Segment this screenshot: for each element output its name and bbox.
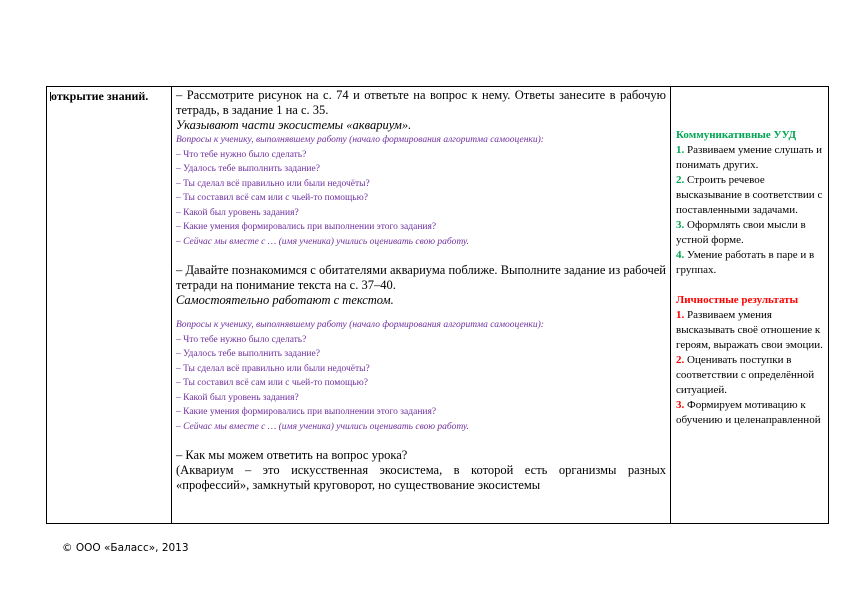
- question-item: – Удалось тебе выполнить задание?: [176, 349, 320, 359]
- list-item: [676, 308, 825, 353]
- lesson-table: [46, 86, 829, 524]
- question-item: – Удалось тебе выполнить задание?: [176, 164, 320, 174]
- intro-action: Указывают части экосистемы «аквариум».: [176, 118, 412, 132]
- task2-text: – Давайте познакомимся с обитателями аквариума поближе. Выполните задание из рабочей тетради на понимание текста на с. 37–40.: [176, 263, 666, 292]
- table-row: [47, 87, 829, 524]
- question-item: – Какие умения формировались при выполнении этого задания?: [176, 407, 437, 417]
- list-item: [676, 173, 825, 218]
- personal-header: Личностные результаты: [676, 294, 799, 306]
- communicative-header: Коммуникативные УУД: [676, 129, 797, 141]
- question-item: – Ты составил всё сам или с чьей-то помощью?: [176, 193, 368, 203]
- lesson-answer: (Аквариум – это искусственная экосистема, в которой есть организмы разных «профессий», замкнутый круговорот, но существование экосистемы: [176, 463, 666, 492]
- item-text: Умение работать в паре и в группах.: [676, 249, 815, 276]
- results-cell: [671, 87, 829, 524]
- questions-final: – Сейчас мы вместе с … (имя ученика) учились оценивать свою работу.: [176, 236, 469, 247]
- list-item: [676, 143, 825, 173]
- stage-cell: [47, 87, 172, 524]
- content-cell: [172, 87, 671, 524]
- list-item: [676, 248, 825, 278]
- question-item: – Что тебе нужно было сделать?: [176, 149, 307, 160]
- question-item: – Какой был уровень задания?: [176, 207, 299, 218]
- question-item: – Какой был уровень задания?: [176, 392, 299, 403]
- item-number: 1.: [676, 309, 685, 321]
- list-item: [676, 353, 825, 398]
- item-number: 3.: [676, 399, 685, 411]
- questions-block-1: [176, 133, 666, 249]
- copyright-footer: © ООО «Баласс», 2013: [62, 542, 189, 554]
- item-number: 2.: [676, 174, 685, 186]
- question-item: – Какие умения формировались при выполнении этого задания?: [176, 222, 437, 232]
- question-item: – Ты составил всё сам или с чьей-то помощью?: [176, 378, 368, 388]
- question-item: – Что тебе нужно было сделать?: [176, 334, 307, 345]
- questions-final: – Сейчас мы вместе с … (имя ученика) учились оценивать свою работу.: [176, 421, 469, 432]
- questions-header: Вопросы к ученику, выполнявшему работу (начало формирования алгоритма самооценки):: [176, 135, 544, 145]
- item-text: Строить речевое высказывание в соответствии с поставленными задачами.: [676, 174, 823, 216]
- lesson-question: – Как мы можем ответить на вопрос урока?: [176, 448, 408, 462]
- question-item: – Ты сделал всё правильно или были недочёты?: [176, 178, 370, 189]
- list-item: [676, 218, 825, 248]
- item-text: Оценивать поступки в соответствии с определённой ситуацией.: [676, 354, 815, 396]
- questions-block-2: [176, 318, 666, 434]
- question-item: – Ты сделал всё правильно или были недочёты?: [176, 363, 370, 374]
- task2-action: Самостоятельно работают с текстом.: [176, 293, 394, 307]
- list-item: [676, 398, 825, 428]
- intro-text: – Рассмотрите рисунок на с. 74 и ответьте на вопрос к нему. Ответы занесите в рабочую тетрадь, в задание 1 на с. 35.: [176, 88, 666, 117]
- item-number: 3.: [676, 219, 685, 231]
- item-text: Развиваем умение слушать и понимать других.: [676, 144, 822, 171]
- item-number: 2.: [676, 354, 685, 366]
- stage-title: открытие знаний.: [51, 89, 149, 103]
- item-text: Формируем мотивацию к обучению и целенаправленной: [676, 399, 821, 426]
- questions-header: Вопросы к ученику, выполнявшему работу (начало формирования алгоритма самооценки):: [176, 320, 544, 330]
- item-text: Развиваем умения высказывать своё отношение к героям, выражать свои эмоции.: [676, 309, 823, 351]
- item-number: 4.: [676, 249, 685, 261]
- item-text: Оформлять свои мысли в устной форме.: [676, 219, 806, 246]
- item-number: 1.: [676, 144, 685, 156]
